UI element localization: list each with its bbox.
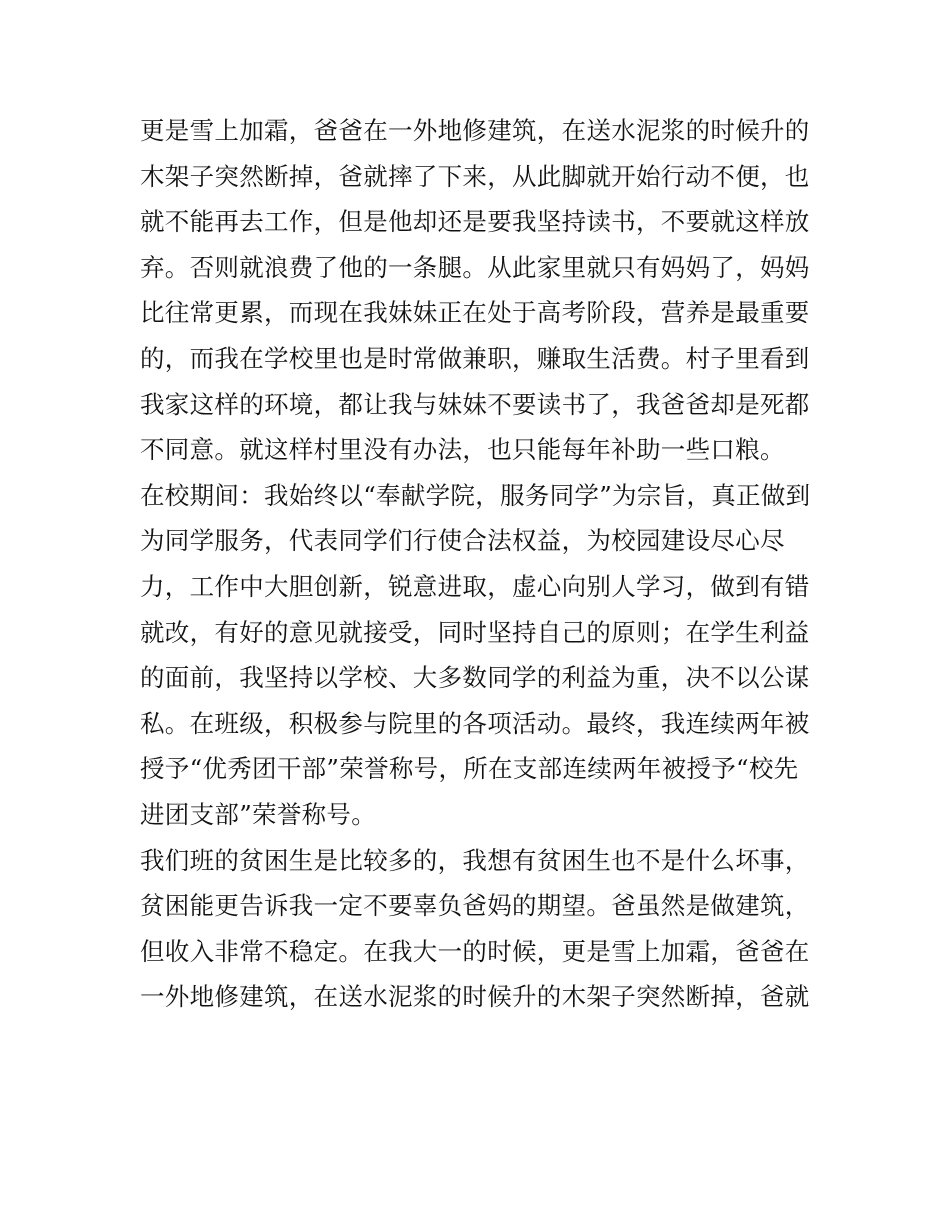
text-line: 弃。否则就浪费了他的一条腿。从此家里就只有妈妈了，妈妈	[140, 252, 810, 282]
text-line: 木架子突然断掉，爸就摔了下来，从此脚就开始行动不便，也	[140, 161, 810, 191]
text-line: 但收入非常不稳定。在我大一的时候，更是雪上加霜，爸爸在	[140, 936, 810, 966]
text-line: 力，工作中大胆创新，锐意进取，虚心向别人学习，做到有错	[140, 571, 810, 601]
text-line: 就不能再去工作，但是他却还是要我坚持读书，不要就这样放	[140, 207, 810, 237]
text-line: 更是雪上加霜，爸爸在一外地修建筑，在送水泥浆的时候升的	[140, 116, 810, 145]
text-line: 不同意。就这样村里没有办法，也只能每年补助一些口粮。	[140, 435, 785, 465]
text-line: 一外地修建筑，在送水泥浆的时候升的木架子突然断掉，爸就	[140, 982, 810, 1012]
text-line: 我们班的贫困生是比较多的，我想有贫困生也不是什么坏事，	[140, 845, 810, 875]
text-line: 比往常更累，而现在我妹妹正在处于高考阶段，营养是最重要	[140, 298, 810, 328]
text-line: 为同学服务，代表同学们行使合法权益，为校园建设尽心尽	[140, 526, 785, 556]
body-text	[140, 108, 820, 1020]
text-line: 的，而我在学校里也是时常做兼职，赚取生活费。村子里看到	[140, 343, 810, 373]
text-line: 私。在班级，积极参与院里的各项活动。最终，我连续两年被	[140, 708, 810, 738]
text-line: 就改，有好的意见就接受，同时坚持自己的原则；在学生利益	[140, 617, 810, 647]
text-line: 的面前，我坚持以学校、大多数同学的利益为重，决不以公谋	[140, 663, 810, 693]
text-line: 我家这样的环境，都让我与妹妹不要读书了，我爸爸却是死都	[140, 389, 810, 419]
text-line: 授予“优秀团干部”荣誉称号，所在支部连续两年被授予“校先	[140, 754, 799, 784]
text-line: 在校期间：我始终以“奉献学院，服务同学”为宗旨，真正做到	[140, 480, 811, 510]
text-line: 贫困能更告诉我一定不要辜负爸妈的期望。爸虽然是做建筑，	[140, 891, 810, 921]
text-line: 进团支部”荣誉称号。	[140, 799, 377, 829]
